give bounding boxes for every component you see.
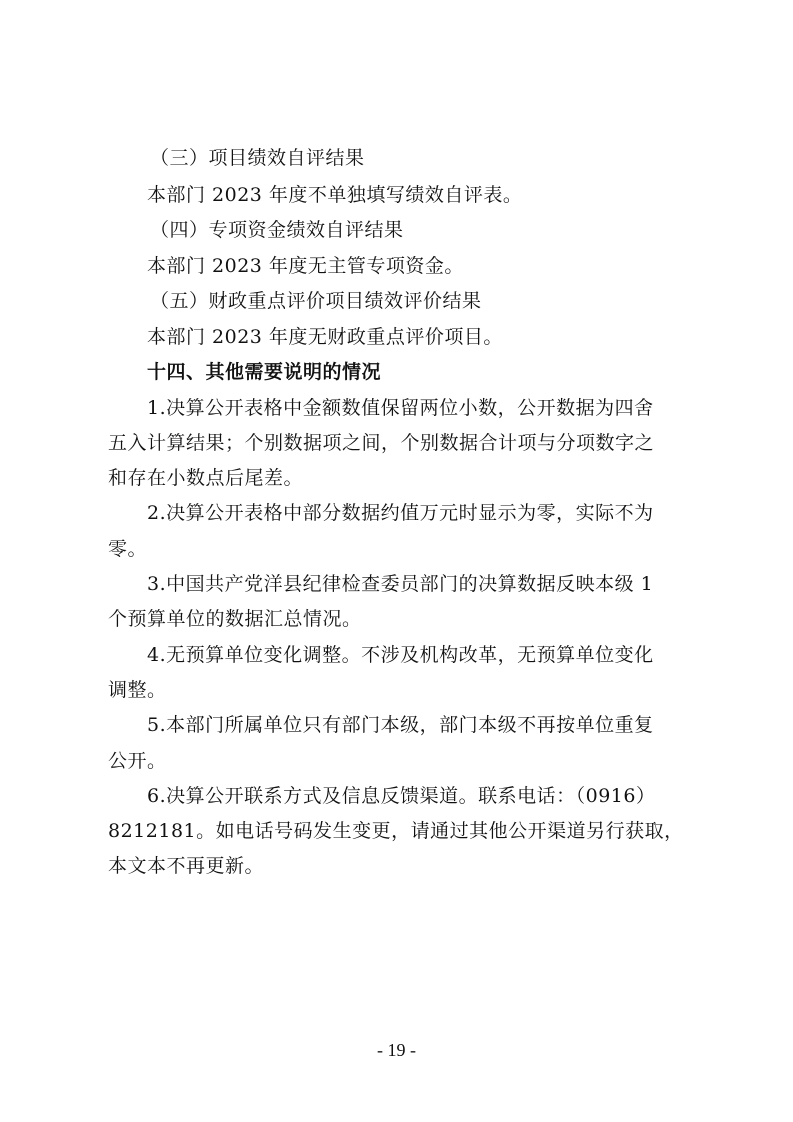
paragraph-line: 6.决算公开联系方式及信息反馈渠道。联系电话：（0916） bbox=[147, 785, 656, 807]
paragraph-line: 本部门 2023 年度无财政重点评价项目。 bbox=[147, 326, 503, 348]
paragraph-line: 个预算单位的数据汇总情况。 bbox=[108, 608, 362, 630]
paragraph-line: 8212181。如电话号码发生变更，请通过其他公开渠道另行获取， bbox=[108, 820, 684, 842]
subsection-heading-3: （三）项目绩效自评结果 bbox=[150, 147, 365, 169]
paragraph-line: 2.决算公开表格中部分数据约值万元时显示为零，实际不为 bbox=[147, 502, 654, 524]
paragraph-line: 5.本部门所属单位只有部门本级，部门本级不再按单位重复 bbox=[147, 714, 654, 736]
paragraph-line: 零。 bbox=[108, 538, 148, 560]
paragraph-line: 五入计算结果；个别数据项之间，个别数据合计项与分项数字之 bbox=[108, 432, 655, 454]
paragraph-line: 调整。 bbox=[108, 679, 167, 701]
paragraph-line: 本部门 2023 年度无主管专项资金。 bbox=[147, 255, 464, 277]
paragraph-line: 4.无预算单位变化调整。不涉及机构改革，无预算单位变化 bbox=[147, 644, 654, 666]
page-number: - 19 - bbox=[377, 1040, 416, 1060]
paragraph-line: 1.决算公开表格中金额数值保留两位小数，公开数据为四舍 bbox=[147, 397, 654, 419]
subsection-heading-4: （四）专项资金绩效自评结果 bbox=[150, 219, 404, 241]
paragraph-line: 本部门 2023 年度不单独填写绩效自评表。 bbox=[147, 184, 523, 206]
paragraph-line: 本文本不再更新。 bbox=[108, 855, 265, 877]
subsection-heading-5: （五）财政重点评价项目绩效评价结果 bbox=[150, 290, 482, 312]
paragraph-line: 和存在小数点后尾差。 bbox=[108, 467, 304, 489]
paragraph-line: 3.中国共产党洋县纪律检查委员部门的决算数据反映本级 1 bbox=[147, 573, 654, 595]
section-heading-14: 十四、其他需要说明的情况 bbox=[147, 361, 382, 383]
paragraph-line: 公开。 bbox=[108, 750, 167, 772]
